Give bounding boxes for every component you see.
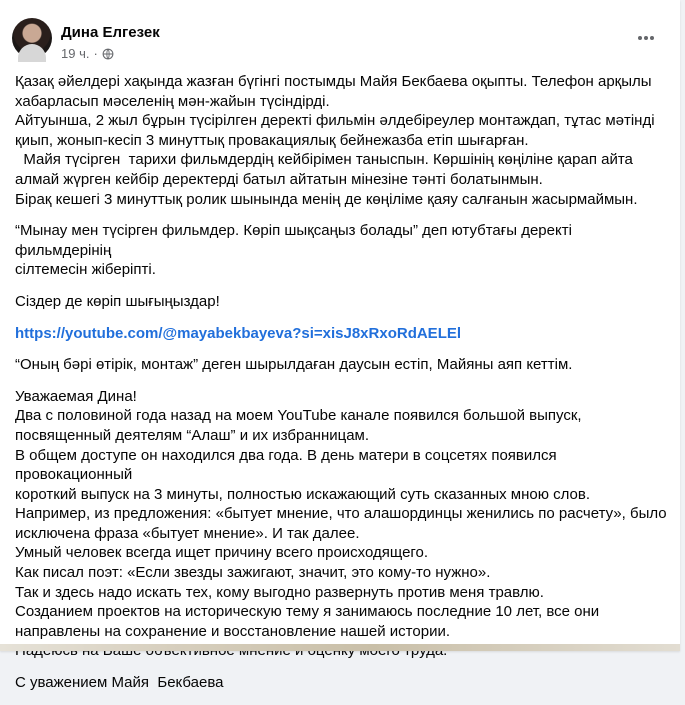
meta-separator: · bbox=[93, 46, 98, 61]
text-line: Как писал поэт: «Если звезды зажигают, значит, это кому-то нужно». bbox=[15, 564, 491, 582]
paragraph-3 bbox=[15, 292, 667, 312]
text-line: Например, из предложения: «бытует мнение, что алашординцы женились по расчету», было bbox=[15, 505, 667, 523]
text-line: Бірақ кешегі 3 минуттық ролик шынында менің де көңіліме қаяу салғанын жасырмаймын. bbox=[15, 190, 638, 208]
paragraph-signature bbox=[15, 673, 667, 693]
text-line: Так и здесь надо искать тех, кому выгодно развернуть против меня травлю. bbox=[15, 583, 544, 601]
avatar-shoulders bbox=[18, 44, 46, 62]
more-options-button[interactable] bbox=[632, 24, 660, 52]
post-media-preview[interactable] bbox=[0, 644, 680, 651]
post-meta bbox=[61, 46, 114, 61]
paragraph-5 bbox=[15, 387, 667, 661]
post-text bbox=[15, 72, 667, 705]
post-time[interactable]: 19 ч. bbox=[61, 46, 90, 61]
text-line: “Оның бәрі өтірік, монтаж” деген шырылдаған даусын естіп, Майяны аяп кеттім. bbox=[15, 356, 573, 374]
author-avatar[interactable] bbox=[12, 18, 52, 58]
globe-icon bbox=[102, 48, 114, 60]
text-line: В общем доступе он находился два года. В день матери в соцсетях появился провокационный bbox=[15, 446, 557, 484]
text-line: “Мынау мен түсірген фильмдер. Көріп шықсаңыз болады” деп ютубтағы деректі фильмдерінің bbox=[15, 222, 572, 259]
more-horizontal-icon bbox=[637, 35, 655, 41]
text-line: Два с половиной года назад на моем YouTube канале появился большой выпуск, bbox=[15, 407, 582, 425]
text-line: Умный человек всегда ищет причину всего происходящего. bbox=[15, 544, 429, 562]
text-line: қиып, жонып-кесіп 3 минуттық провакациялық бейнежазба етіп шығарған. bbox=[15, 131, 529, 149]
text-line: Созданием проектов на историческую тему я занимаюсь последние 10 лет, все они bbox=[15, 603, 600, 621]
text-line: хабарласып мәселенің мән-жайын түсіндірді. bbox=[15, 92, 330, 110]
text-line: Қазақ әйелдері хақында жазған бүгінгі постымды Майя Бекбаева оқыпты. Телефон арқылы bbox=[15, 73, 652, 90]
text-line: Майя түсірген тарихи фильмдердің кейбірімен таныспын. Көршінің көңіліне қарап айта bbox=[15, 151, 633, 169]
text-line: алмай жүрген кейбір деректерді батыл айтатын мінезіне тәнті болатынмын. bbox=[15, 170, 543, 188]
paragraph-1 bbox=[15, 72, 667, 209]
text-line: короткий выпуск на 3 минуты, полностью искажающий суть сказанных мною слов. bbox=[15, 485, 591, 503]
author-name[interactable]: Дина Елгезек bbox=[61, 24, 160, 41]
text-line: Уважаемая Дина! bbox=[15, 387, 137, 405]
paragraph-link bbox=[15, 324, 667, 344]
text-line: сілтемесін жіберіпті. bbox=[15, 261, 156, 279]
post-header bbox=[12, 18, 668, 66]
text-line: исключена фраза «бытует мнение». И так далее. bbox=[15, 524, 360, 542]
text-line: Айтуынша, 2 жыл бұрын түсірілген деректі фильмін әлдебіреулер монтаждап, тұтас мәтінді bbox=[15, 112, 655, 130]
paragraph-4 bbox=[15, 355, 667, 375]
text-line: посвященный деятелям “Алаш” и их избранницам. bbox=[15, 426, 370, 444]
text-line: С уважением Майя Бекбаева bbox=[15, 674, 224, 692]
text-line: Сіздер де көріп шығыңыздар! bbox=[15, 292, 220, 310]
youtube-link[interactable]: https://youtube.com/@mayabekbayeva?si=xisJ8xRxoRdAELEl bbox=[15, 324, 462, 342]
paragraph-2 bbox=[15, 221, 667, 280]
text-line: направлены на сохранение и восстановление нашей истории. bbox=[15, 622, 450, 640]
